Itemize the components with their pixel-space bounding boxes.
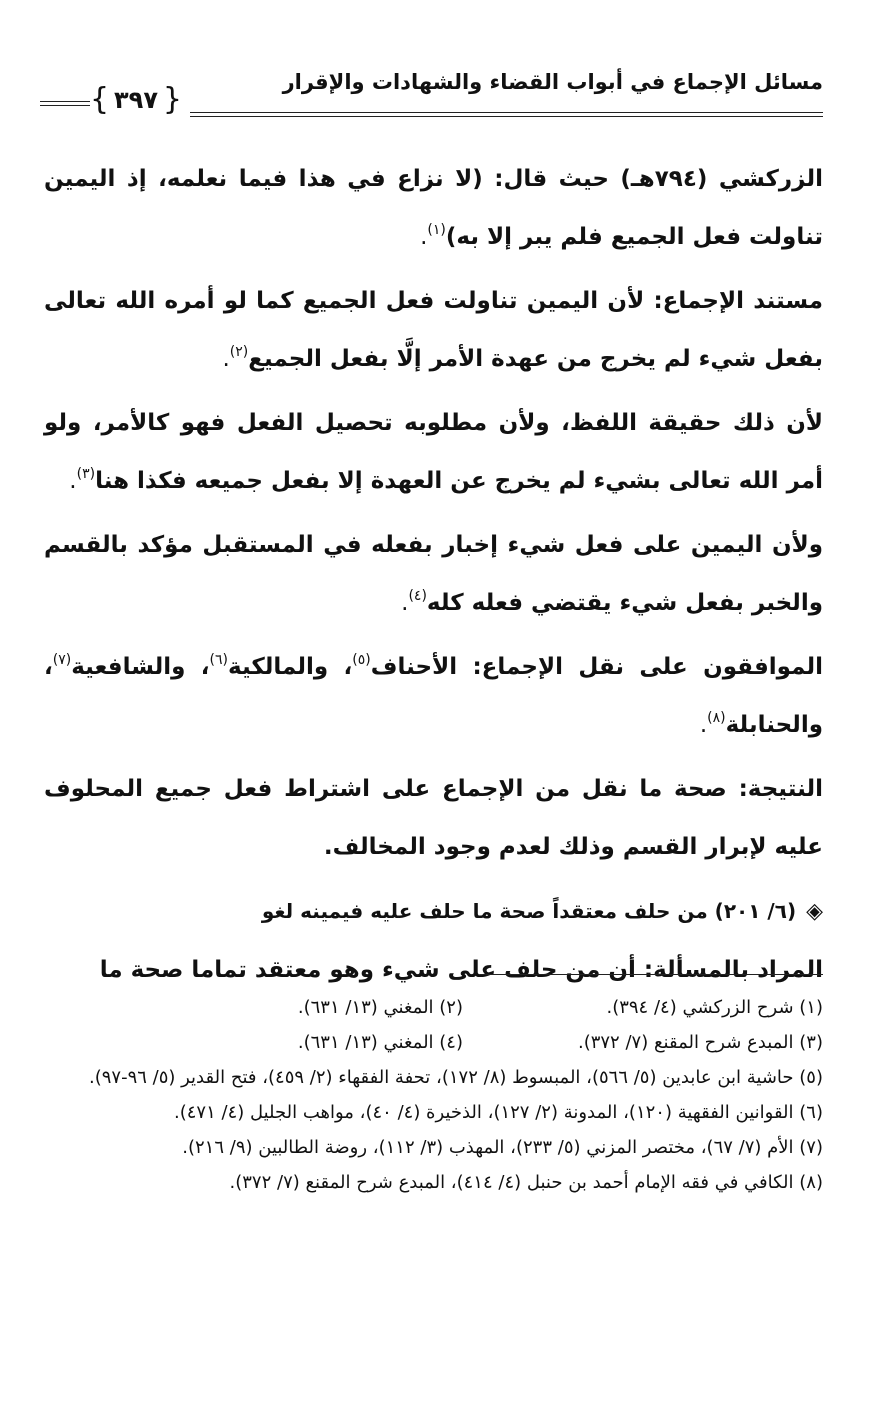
- footnote-ref: (٥): [352, 652, 371, 668]
- footnote-row: [44, 990, 823, 1025]
- footnote-ref: (٦): [209, 652, 228, 668]
- page-number: ٣٩٧: [114, 86, 158, 114]
- footnote-ref: (١): [427, 222, 446, 238]
- main-text: [44, 150, 823, 1005]
- footnote-5: (٥) حاشية ابن عابدين (٥/ ٥٦٦)، المبسوط (٨/ ١٧٢)، تحفة الفقهاء (٢/ ٤٥٩)، فتح القدير (٥/ ٩٦-٩٧).: [88, 1067, 823, 1088]
- paragraph-reason-2: ولأن اليمين على فعل شيء إخبار بفعله في المستقبل مؤكد بالقسم والخبر بفعل شيء يقتضي فعله كله$^{(٤)}$.: [44, 532, 823, 616]
- footnote-2: (٢) المغني (١٣/ ٦٣١).: [297, 997, 463, 1018]
- paragraph-lead: الموافقون على نقل الإجماع:: [472, 654, 823, 680]
- header-rule-left: [40, 101, 90, 106]
- page-number-ornament: [88, 80, 184, 120]
- paragraph-result: النتيجة: صحة ما نقل من الإجماع على اشتراط فعل جميع المحلوف عليه لإبرار القسم وذلك لعدم وجود المخالف.: [44, 776, 823, 860]
- footnote-1: (١) شرح الزركشي (٤/ ٣٩٤).: [606, 997, 823, 1018]
- footnote-row: [44, 1025, 823, 1060]
- footnote-4: (٤) المغني (١٣/ ٦٣١).: [297, 1032, 463, 1053]
- paragraph-basis: مستند الإجماع: لأن اليمين تناولت فعل الجميع كما لو أمره الله تعالى بفعل شيء لم يخرج من عهدة الأمر إلَّا بفعل الجميع$^{(٢)}$.: [44, 288, 823, 372]
- footnote-3: (٣) المبدع شرح المقنع (٧/ ٣٧٢).: [577, 1032, 823, 1053]
- running-header-title: مسائل الإجماع في أبواب القضاء والشهادات والإقرار: [282, 70, 823, 94]
- ornament-brace-right: {: [162, 82, 182, 117]
- paragraph-zarkashi-quote: الزركشي (٧٩٤هـ) حيث قال: (لا نزاع في هذا فيما نعلمه، إذ اليمين تناولت فعل الجميع فلم يبر إلا به)$^{(١)}$.: [44, 166, 823, 250]
- paragraph-lead: المراد بالمسألة:: [643, 957, 823, 983]
- footnote-6: (٦) القوانين الفقهية (١٢٠)، المدونة (٢/ ١٢٧)، الذخيرة (٤/ ٤٠)، مواهب الجليل (٤/ ٤٧١).: [174, 1102, 823, 1123]
- header-rule: [190, 112, 823, 117]
- footnote-ref: (٧): [52, 652, 72, 668]
- footnote-7: (٧) الأم (٧/ ٦٧)، مختصر المزني (٥/ ٢٣٣)، المهذب (٣/ ١١٢)، روضة الطالبين (٩/ ٢١٦).: [182, 1137, 823, 1158]
- footnote-ref: (٢): [229, 344, 249, 360]
- paragraph-reason: لأن ذلك حقيقة اللفظ، ولأن مطلوبه تحصيل الفعل فهو كالأمر، ولو أمر الله تعالى بشيء لم يخرج عن العهدة إلا بفعل جميعه فكذا هنا$^{(٣)}$.: [44, 410, 823, 494]
- diamond-bullet-icon: ◈: [806, 899, 823, 924]
- footnotes: [44, 990, 823, 1200]
- footnote-ref: (٨): [707, 710, 726, 726]
- paragraph-lead: النتيجة:: [738, 776, 823, 802]
- paragraph-agreeing: الموافقون على نقل الإجماع: الأحناف$^{(٥)}$، والمالكية$^{(٦)}$، والشافعية$^{(٧)}$، والحنابلة$^{(٨)}$.: [44, 652, 823, 738]
- footnote-ref: (٣): [76, 466, 96, 482]
- ornament-brace-left: }: [90, 82, 110, 117]
- issue-heading: [44, 882, 823, 941]
- paragraph-lead: مستند الإجماع:: [653, 288, 823, 314]
- footnote-ref: (٤): [408, 588, 427, 604]
- footnote-8: (٨) الكافي في فقه الإمام أحمد بن حنبل (٤/ ٤١٤)، المبدع شرح المقنع (٧/ ٣٧٢).: [229, 1172, 823, 1193]
- paragraph-meaning: المراد بالمسألة: أن من حلف على شيء وهو معتقد تماما صحة ما: [99, 957, 823, 983]
- issue-number: (٦/ ٢٠١): [714, 899, 797, 923]
- footnote-separator: [480, 974, 823, 975]
- issue-title: من حلف معتقداً صحة ما حلف عليه فيمينه لغو: [261, 899, 715, 923]
